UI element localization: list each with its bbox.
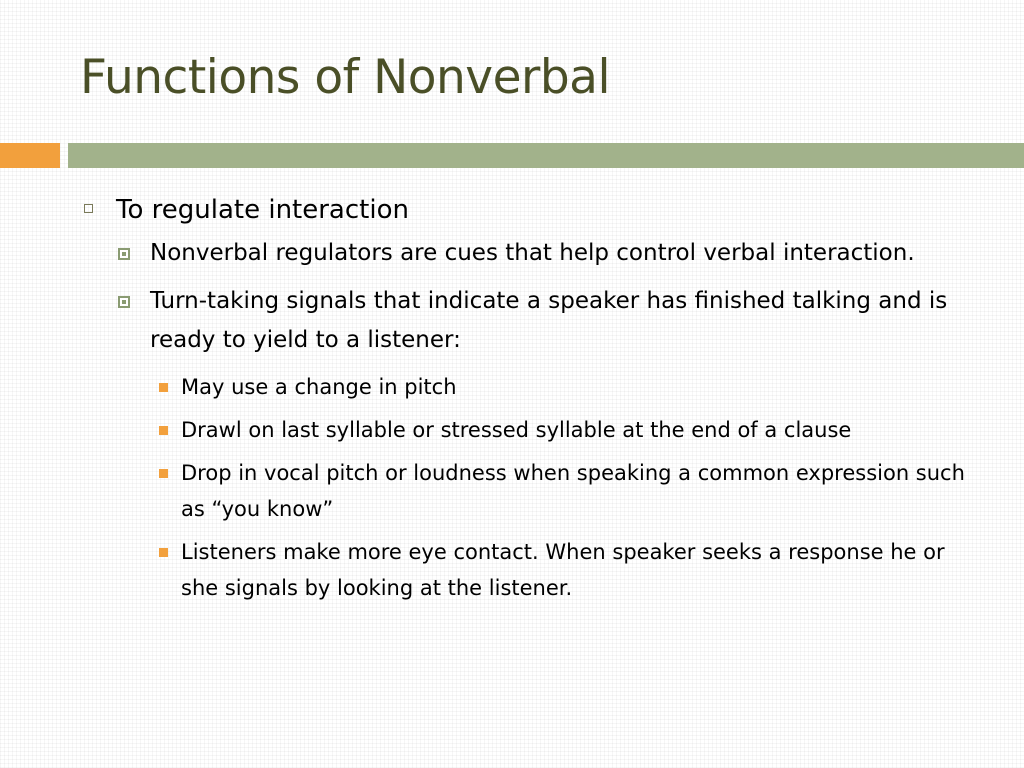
- filled-square-icon: [159, 548, 168, 557]
- bullet-text: Turn-taking signals that indicate a speaker has finished talking and is ready to yield to a listener:: [150, 288, 948, 353]
- bullet-level3: [159, 534, 984, 606]
- filled-square-icon: [159, 426, 168, 435]
- bullet-level3: [159, 455, 984, 527]
- bullet-text: To regulate interaction: [116, 195, 409, 225]
- bullet-level1: [84, 192, 984, 228]
- title-divider-green: [68, 143, 1024, 168]
- bullet-level3: [159, 412, 984, 448]
- slide-body: [84, 192, 984, 613]
- slide-title: Functions of Nonverbal: [80, 50, 611, 105]
- bullet-level2: [118, 282, 984, 360]
- bullet-level2: [118, 234, 984, 273]
- square-dot-icon: [118, 296, 130, 308]
- square-dot-icon: [118, 248, 130, 260]
- bullet-text: Listeners make more eye contact. When speaker seeks a response he or she signals by looking at the listener.: [181, 540, 945, 600]
- bullet-level3: [159, 369, 984, 405]
- title-divider-orange: [0, 143, 60, 168]
- hollow-square-icon: [84, 204, 93, 213]
- bullet-text: Drawl on last syllable or stressed syllable at the end of a clause: [181, 418, 852, 442]
- filled-square-icon: [159, 469, 168, 478]
- bullet-text: Drop in vocal pitch or loudness when speaking a common expression such as “you know”: [181, 461, 965, 521]
- filled-square-icon: [159, 383, 168, 392]
- bullet-text: Nonverbal regulators are cues that help control verbal interaction.: [150, 240, 915, 266]
- bullet-text: May use a change in pitch: [181, 375, 457, 399]
